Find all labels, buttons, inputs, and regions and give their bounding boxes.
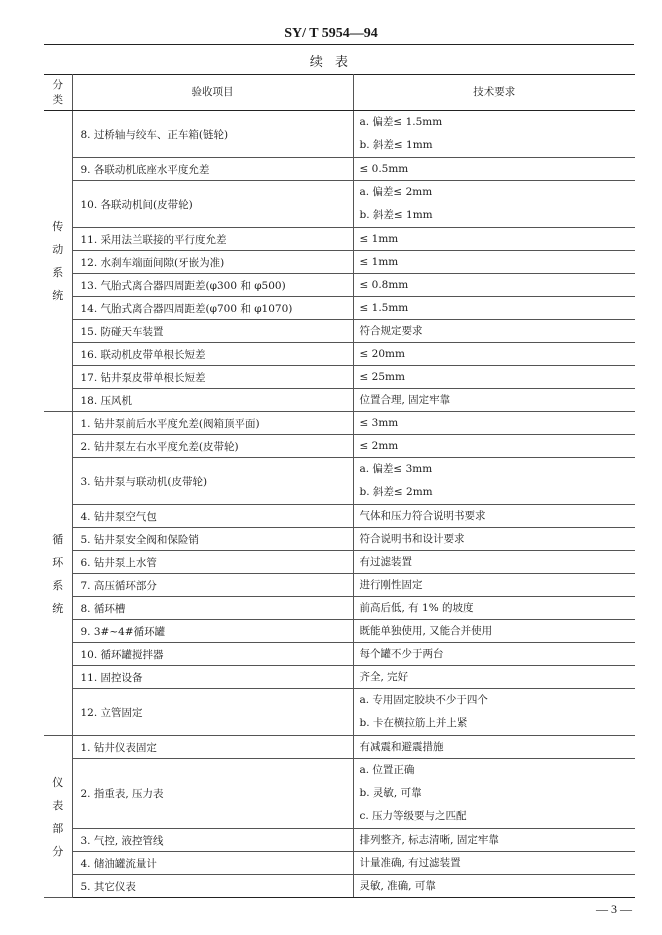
requirement-line: 进行刚性固定 <box>359 579 423 591</box>
technical-requirement <box>353 666 635 689</box>
table-row <box>44 620 635 643</box>
table-row <box>44 251 635 274</box>
requirement-line: 有过滤装置 <box>359 556 412 568</box>
technical-requirement <box>353 597 635 620</box>
acceptance-table <box>44 74 635 898</box>
requirement-line: ≤ 0.8mm <box>359 279 409 291</box>
requirement-line: ≤ 2mm <box>359 440 399 452</box>
requirement-line: 符合说明书和设计要求 <box>359 533 465 545</box>
requirement-line: ≤ 0.5mm <box>359 163 409 175</box>
table-row <box>44 343 635 366</box>
table-row <box>44 111 635 158</box>
technical-requirement <box>353 320 635 343</box>
continuation-label: 续 表 <box>309 55 353 70</box>
requirement-line: 有减震和避震措施 <box>359 741 444 753</box>
acceptance-item: 5. 钻井泵安全阀和保险销 <box>72 528 353 551</box>
technical-requirement <box>353 875 635 898</box>
technical-requirement <box>353 551 635 574</box>
table-row <box>44 181 635 228</box>
requirement-line: 齐全, 完好 <box>359 671 409 683</box>
table-row <box>44 736 635 759</box>
table-row <box>44 274 635 297</box>
requirement-line: ≤ 25mm <box>359 371 405 383</box>
table-row <box>44 228 635 251</box>
technical-requirement <box>353 412 635 435</box>
acceptance-item: 4. 储油罐流量计 <box>72 852 353 875</box>
technical-requirement <box>353 505 635 528</box>
requirement-line: 既能单独使用, 又能合并使用 <box>359 625 493 637</box>
technical-requirement <box>353 297 635 320</box>
acceptance-item: 3. 气控, 液控管线 <box>72 829 353 852</box>
acceptance-item: 2. 钻井泵左右水平度允差(皮带轮) <box>72 435 353 458</box>
header-rule <box>44 44 634 45</box>
acceptance-item: 7. 高压循环部分 <box>72 574 353 597</box>
requirement-line: ≤ 1mm <box>359 256 399 268</box>
technical-requirement <box>353 643 635 666</box>
acceptance-item: 17. 钻井泵皮带单根长短差 <box>72 366 353 389</box>
technical-requirement <box>353 435 635 458</box>
acceptance-item: 10. 各联动机间(皮带轮) <box>72 181 353 228</box>
table-row <box>44 597 635 620</box>
table-row <box>44 852 635 875</box>
table-row <box>44 320 635 343</box>
category-cell <box>44 412 72 736</box>
technical-requirement <box>353 736 635 759</box>
table-row <box>44 759 635 829</box>
technical-requirement <box>353 158 635 181</box>
technical-requirement <box>353 829 635 852</box>
standard-code: SY/ T 5954—94 <box>284 26 378 41</box>
column-header-requirement: 技术要求 <box>353 75 635 111</box>
requirement-line: ≤ 3mm <box>359 417 399 429</box>
acceptance-item: 4. 钻井泵空气包 <box>72 505 353 528</box>
acceptance-item: 6. 钻井泵上水管 <box>72 551 353 574</box>
table-header-row <box>44 75 635 111</box>
requirement-line: 气体和压力符合说明书要求 <box>359 510 486 522</box>
technical-requirement <box>353 528 635 551</box>
requirement-line: ≤ 20mm <box>359 348 405 360</box>
technical-requirement <box>353 389 635 412</box>
acceptance-item: 9. 各联动机底座水平度允差 <box>72 158 353 181</box>
requirement-line: 位置合理, 固定牢靠 <box>359 394 451 406</box>
acceptance-item: 3. 钻井泵与联动机(皮带轮) <box>72 458 353 505</box>
requirement-line: 灵敏, 准确, 可靠 <box>359 880 436 892</box>
table-row <box>44 366 635 389</box>
table-row <box>44 158 635 181</box>
requirement-line: a. 专用固定胶块不少于四个 <box>359 694 488 706</box>
technical-requirement <box>353 343 635 366</box>
table-row <box>44 875 635 898</box>
technical-requirement <box>353 620 635 643</box>
column-header-item: 验收项目 <box>72 75 353 111</box>
acceptance-item: 8. 过桥轴与绞车、正车箱(链轮) <box>72 111 353 158</box>
requirement-line: 排列整齐, 标志清晰, 固定牢靠 <box>359 834 499 846</box>
requirement-line: 计量准确, 有过滤装置 <box>359 857 461 869</box>
table-row <box>44 458 635 505</box>
table-row <box>44 435 635 458</box>
acceptance-item: 16. 联动机皮带单根长短差 <box>72 343 353 366</box>
acceptance-item: 9. 3#~4#循环罐 <box>72 620 353 643</box>
requirement-line: 每个罐不少于两台 <box>359 648 444 660</box>
category-cell <box>44 736 72 898</box>
technical-requirement <box>353 111 635 158</box>
table-row <box>44 689 635 736</box>
acceptance-item: 2. 指重表, 压力表 <box>72 759 353 829</box>
technical-requirement <box>353 366 635 389</box>
acceptance-item: 10. 循环罐搅拌器 <box>72 643 353 666</box>
table-row <box>44 389 635 412</box>
category-label: 仪 表 部 分 <box>52 775 64 858</box>
acceptance-item: 1. 钻井仪表固定 <box>72 736 353 759</box>
technical-requirement <box>353 689 635 736</box>
technical-requirement <box>353 852 635 875</box>
category-cell <box>44 111 72 412</box>
table-row <box>44 505 635 528</box>
requirement-line: a. 偏差≤ 2mm <box>359 186 433 198</box>
technical-requirement <box>353 228 635 251</box>
table-row <box>44 574 635 597</box>
table-row <box>44 643 635 666</box>
requirement-line: a. 偏差≤ 1.5mm <box>359 116 443 128</box>
technical-requirement <box>353 181 635 228</box>
technical-requirement <box>353 759 635 829</box>
acceptance-item: 13. 气胎式离合器四周距差(φ300 和 φ500) <box>72 274 353 297</box>
category-label: 传 动 系 统 <box>52 220 64 302</box>
table-row <box>44 412 635 435</box>
acceptance-item: 11. 采用法兰联接的平行度允差 <box>72 228 353 251</box>
requirement-line: b. 灵敏, 可靠 <box>359 787 422 799</box>
requirement-line: c. 压力等级要与之匹配 <box>359 810 467 822</box>
acceptance-item: 14. 气胎式离合器四周距差(φ700 和 φ1070) <box>72 297 353 320</box>
table-row <box>44 528 635 551</box>
acceptance-item: 11. 固控设备 <box>72 666 353 689</box>
requirement-line: 前高后低, 有 1% 的坡度 <box>359 602 474 614</box>
requirement-line: b. 斜差≤ 1mm <box>359 139 433 151</box>
technical-requirement <box>353 251 635 274</box>
table-row <box>44 829 635 852</box>
table-row <box>44 297 635 320</box>
requirement-line: ≤ 1.5mm <box>359 302 409 314</box>
table-row <box>44 666 635 689</box>
requirement-line: b. 斜差≤ 1mm <box>359 209 433 221</box>
column-header-category: 分 类 <box>44 75 72 111</box>
acceptance-item: 8. 循环槽 <box>72 597 353 620</box>
acceptance-item: 1. 钻井泵前后水平度允差(阀箱顶平面) <box>72 412 353 435</box>
acceptance-item: 5. 其它仪表 <box>72 875 353 898</box>
acceptance-item: 18. 压风机 <box>72 389 353 412</box>
requirement-line: ≤ 1mm <box>359 233 399 245</box>
requirement-line: 符合规定要求 <box>359 325 423 337</box>
technical-requirement <box>353 274 635 297</box>
acceptance-item: 15. 防碰天车装置 <box>72 320 353 343</box>
requirement-line: a. 位置正确 <box>359 764 415 776</box>
requirement-line: a. 偏差≤ 3mm <box>359 463 433 475</box>
page-number: — 3 — <box>596 902 632 916</box>
acceptance-item: 12. 立管固定 <box>72 689 353 736</box>
table-row <box>44 551 635 574</box>
category-label: 循 环 系 统 <box>52 532 64 615</box>
technical-requirement <box>353 458 635 505</box>
table-body <box>44 111 635 898</box>
acceptance-item: 12. 水刹车端面间隙(牙嵌为准) <box>72 251 353 274</box>
requirement-line: b. 斜差≤ 2mm <box>359 486 433 498</box>
technical-requirement <box>353 574 635 597</box>
requirement-line: b. 卡在横拉筋上并上紧 <box>359 717 468 729</box>
